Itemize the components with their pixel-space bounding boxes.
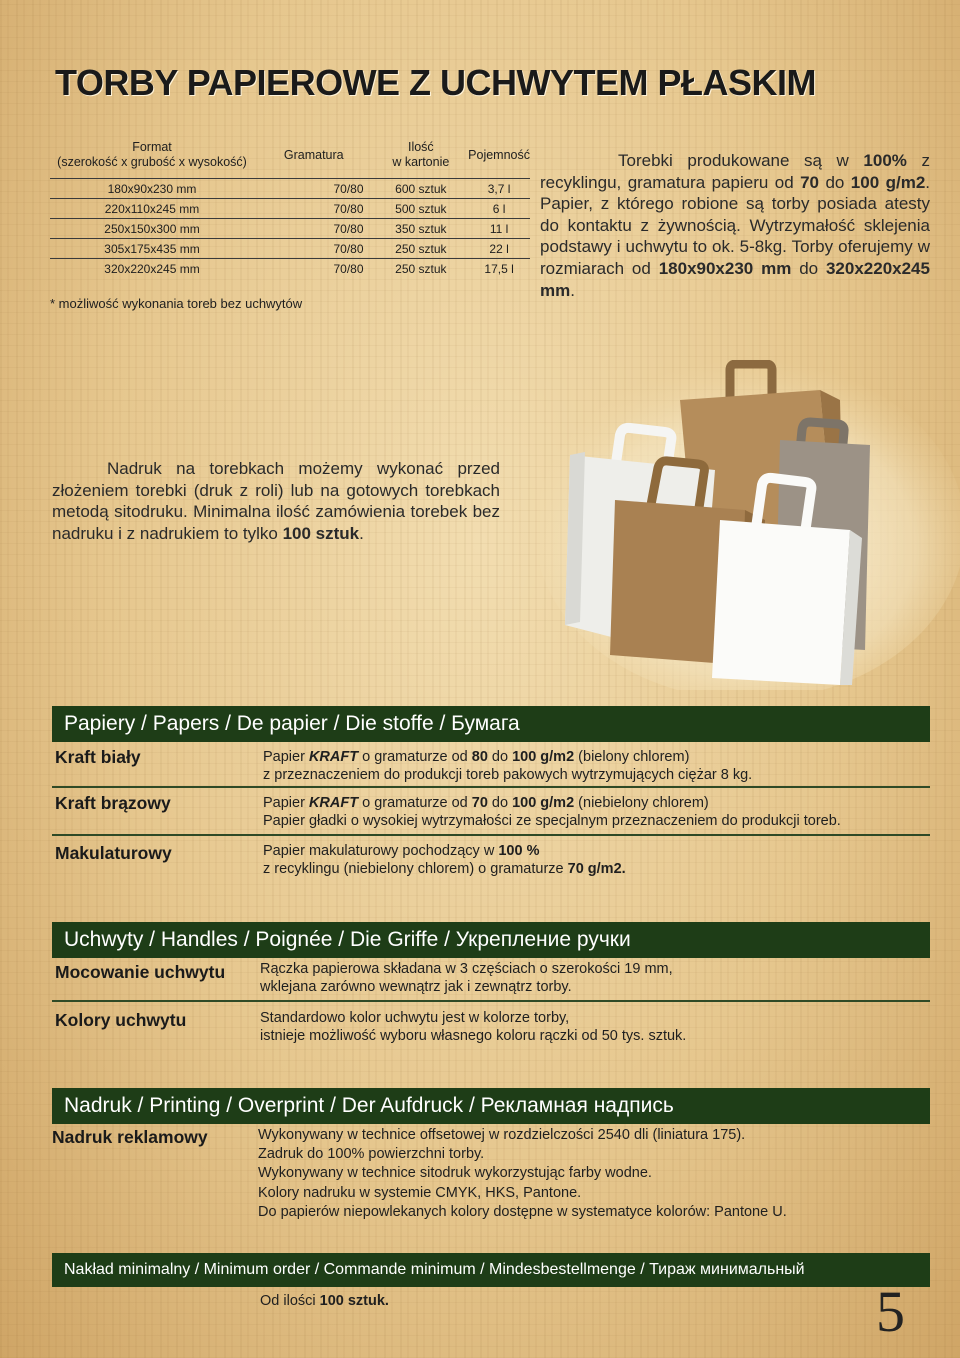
page-number: 5 [876, 1279, 905, 1344]
cell-format: 220x110x245 mm [50, 199, 254, 219]
cell-ilosc: 600 sztuk [374, 179, 469, 199]
mocowanie-desc: Rączka papierowa składana w 3 częściach o szerokości 19 mm, wklejana zarówno wewnątrz jak i zewnątrz torby. [260, 961, 673, 995]
cell-gramatura: 70/80 [254, 219, 374, 239]
cell-pojemnosc: 3,7 l [468, 179, 530, 199]
papers-heading: Papiery / Papers / De papier / Die stoffe / Бумага [64, 712, 520, 735]
divider [52, 1000, 930, 1002]
table-row [50, 219, 530, 239]
minimum-heading: Nakład minimalny / Minimum order / Commande minimum / Mindesbestellmenge / Тираж минимальный [64, 1261, 805, 1278]
cell-gramatura: 70/80 [254, 179, 374, 199]
header-format-line1: Format [132, 140, 172, 154]
kraft-bialy-label: Kraft biały [55, 747, 141, 767]
minimum-desc: Od ilości 100 sztuk. [260, 1293, 389, 1309]
kraft-brazowy-desc: Papier KRAFT o gramaturze od 70 do 100 g/m2 (niebielony chlorem) Papier gładki o wysokiej wytrzymałości ze specjalnym przeznaczeniem do produkcji toreb. [263, 795, 841, 829]
table-row [50, 199, 530, 219]
header-gramatura: Gramatura [283, 147, 344, 162]
table-note: * możliwość wykonania toreb bez uchwytów [50, 296, 303, 311]
nadruk-label: Nadruk reklamowy [52, 1127, 208, 1147]
table-row [50, 179, 530, 199]
minimum-heading-band [52, 1253, 930, 1287]
header-ilosc [374, 140, 469, 179]
cell-pojemnosc: 22 l [468, 239, 530, 259]
nadruk-line: Do papierów niepowlekanych kolory dostępne w systematyce kolorów: Pantone U. [258, 1203, 787, 1220]
handles-heading-band [52, 922, 930, 958]
header-ilosc-line2: w kartonie [392, 155, 450, 169]
cell-ilosc: 350 sztuk [374, 219, 469, 239]
table-header-row [50, 140, 530, 179]
paper-bags-photo [540, 360, 960, 690]
cell-gramatura: 70/80 [254, 259, 374, 279]
cell-gramatura: 70/80 [254, 199, 374, 219]
divider [52, 834, 930, 836]
nadruk-line: Wykonywany w technice offsetowej w rozdzielczości 2540 dli (liniatura 175). [258, 1127, 746, 1143]
printing-heading: Nadruk / Printing / Overprint / Der Aufdruck / Рекламная надпись [64, 1094, 674, 1117]
kraft-bialy-desc: Papier KRAFT o gramaturze od 80 do 100 g/m2 (bielony chlorem) z przeznaczeniem do produkcji toreb pakowych wytrzymujących ciężar 8 kg. [263, 749, 753, 783]
cell-pojemnosc: 17,5 l [468, 259, 530, 279]
nadruk-line: Kolory nadruku w systemie CMYK, HKS, Pantone. [258, 1184, 582, 1201]
cell-ilosc: 250 sztuk [374, 259, 469, 279]
cell-format: 320x220x245 mm [50, 259, 254, 279]
cell-ilosc: 500 sztuk [374, 199, 469, 219]
handles-heading: Uchwyty / Handles / Poignée / Die Griffe / Укрепление ручки [64, 928, 631, 951]
kolory-desc: Standardowo kolor uchwytu jest w kolorze torby, istnieje możliwość wyboru własnego koloru rączki od 50 tys. sztuk. [260, 1010, 687, 1044]
printing-heading-band [52, 1088, 930, 1124]
intro-paragraph: Torebki produkowane są w 100% z recyklingu, gramatura papieru od 70 do 100 g/m2. Papier, z którego robione są torby posiada atesty do kontaktu z żywnością. Wytrzymałość sklejenia podstawy i uchwytu to ok. 5-8kg. Torby oferujemy w rozmiarach od 180x90x230 mm do 320x220x245 mm. [540, 151, 931, 300]
table-row [50, 239, 530, 259]
print-intro-paragraph: Nadruk na torebkach możemy wykonać przed złożeniem torebki (druk z roli) lub na gotowych torebkach metodą sitodruku. Minimalna ilość zamówienia torebek bez nadruku i z nadrukiem to tylko 100 sztuk. [52, 459, 500, 543]
kolory-label: Kolory uchwytu [55, 1010, 187, 1030]
table-row [50, 259, 530, 279]
makulaturowy-desc: Papier makulaturowy pochodzący w 100 % z recyklingu (niebielony chlorem) o gramaturze 70 g/m2. [263, 843, 626, 877]
page-title: TORBY PAPIEROWE Z UCHWYTEM PŁASKIM [55, 62, 817, 103]
header-pojemnosc: Pojemność [468, 147, 530, 162]
nadruk-desc [258, 1126, 787, 1222]
mocowanie-label: Mocowanie uchwytu [55, 962, 226, 982]
nadruk-line: Wykonywany w technice sitodruk wykorzystując farby wodne. [258, 1165, 652, 1182]
cell-format: 180x90x230 mm [50, 179, 254, 199]
header-ilosc-line1: Ilość [407, 140, 434, 154]
cell-gramatura: 70/80 [254, 239, 374, 259]
cell-ilosc: 250 sztuk [374, 239, 469, 259]
size-table [50, 140, 530, 278]
header-format-line2: (szerokość x grubość x wysokość) [57, 155, 247, 169]
cell-pojemnosc: 6 l [468, 199, 530, 219]
makulaturowy-label: Makulaturowy [55, 843, 172, 863]
divider [52, 786, 930, 788]
header-format [50, 140, 254, 179]
cell-format: 250x150x300 mm [50, 219, 254, 239]
papers-heading-band [52, 706, 930, 742]
cell-format: 305x175x435 mm [50, 239, 254, 259]
cell-pojemnosc: 11 l [468, 219, 530, 239]
nadruk-line: Zadruk do 100% powierzchni torby. [258, 1146, 485, 1163]
kraft-brazowy-label: Kraft brązowy [55, 793, 171, 813]
